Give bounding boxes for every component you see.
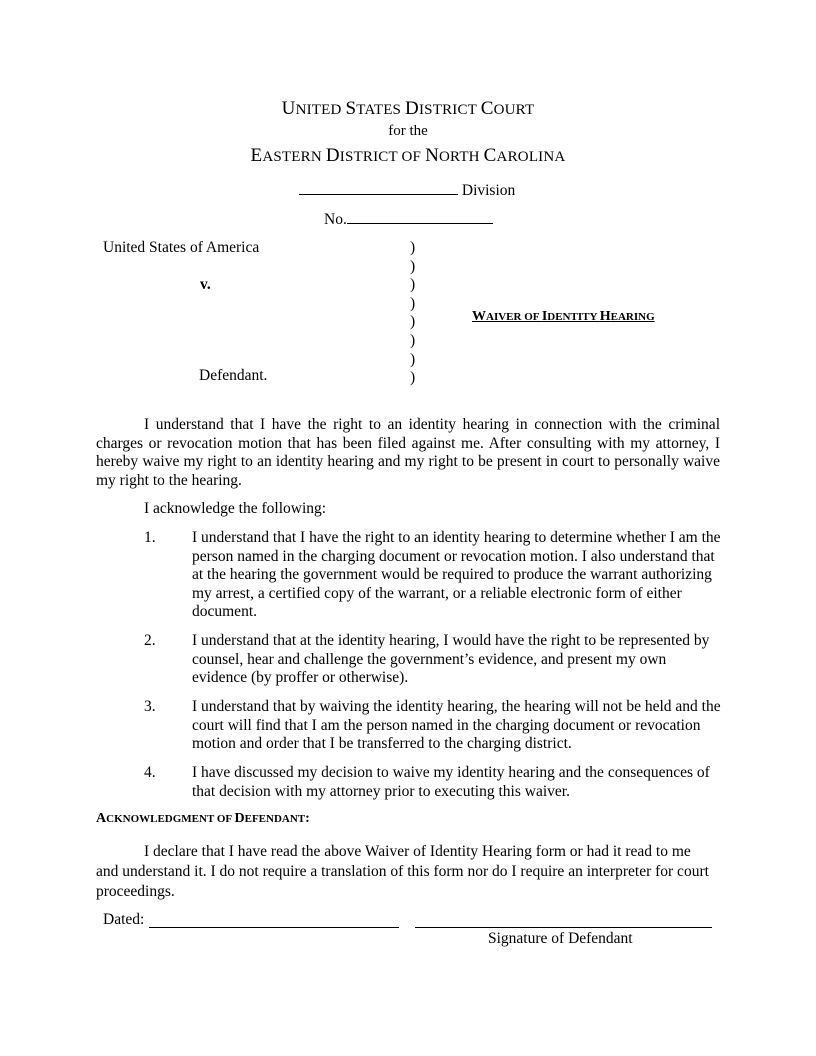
paren: ) <box>410 276 416 294</box>
acknowledge-intro: I acknowledge the following: <box>144 500 327 517</box>
paren: ) <box>410 369 416 387</box>
division-blank[interactable] <box>299 180 458 195</box>
item-text: I understand that I have the right to an identity hearing to determine whether I am the person named in the charging document or revocation motion. I also understand that at the hearing the government would be required to produce the warrant authorizing my arrest, a certified copy of the warrant, or a reliable electronic form of either document. <box>192 529 721 621</box>
case-number-label: No. <box>324 211 347 228</box>
item-text: I understand that at the identity hearing, I would have the right to be represented by counsel, hear and challenge the government’s evidence, and present my own evidence (by proffer or otherwise). <box>192 632 710 687</box>
caption-parentheses <box>410 239 415 388</box>
paren: ) <box>410 313 416 331</box>
date-line[interactable] <box>149 927 399 928</box>
acknowledgment-paragraph: I declare that I have read the above Waiver of Identity Hearing form or had it read to me and understand it. I do not require a translation of this form nor do I require an interpreter for court proceedings. <box>96 843 709 900</box>
item-number: 4. <box>144 764 156 781</box>
division-label: Division <box>461 182 516 199</box>
signature-line[interactable] <box>415 927 712 928</box>
paren: ) <box>410 350 416 368</box>
defendant-label: Defendant. <box>199 367 268 384</box>
paren: ) <box>410 294 416 312</box>
case-number-field <box>324 209 493 229</box>
item-number: 3. <box>144 698 156 715</box>
item-number: 1. <box>144 529 156 546</box>
paren: ) <box>410 331 416 349</box>
for-the-text: for the <box>388 123 428 139</box>
item-text: I have discussed my decision to waive my identity hearing and the consequences of that decision with my attorney prior to executing this waiver. <box>192 764 710 800</box>
plaintiff-name: United States of America <box>103 239 260 256</box>
acknowledgment-heading: ACKNOWLEDGMENT OF DEFENDANT: <box>96 811 310 826</box>
division-field <box>299 180 515 200</box>
case-number-blank[interactable] <box>347 209 493 224</box>
intro-paragraph: I understand that I have the right to an identity hearing in connection with the criminal charges or revocation motion that has been filed against me. After consulting with my attorney, I hereby waive my right to an identity hearing and my right to be present in court to personally waive my right to the hearing. <box>96 416 720 489</box>
item-text: I understand that by waiving the identity hearing, the hearing will not be held and the court will find that I am the person named in the charging document or revocation motion and order that I be transferred to the charging district. <box>192 698 721 753</box>
signature-label: Signature of Defendant <box>488 930 633 947</box>
paren: ) <box>410 257 416 275</box>
paren: ) <box>410 239 416 256</box>
document-title: WAIVER OF IDENTITY HEARING <box>472 309 655 324</box>
court-name: UNITED STATES DISTRICT COURT <box>281 98 535 119</box>
dated-label: Dated: <box>103 911 145 928</box>
item-number: 2. <box>144 632 156 649</box>
versus-label: v. <box>200 276 211 293</box>
district-name: EASTERN DISTRICT OF NORTH CAROLINA <box>250 145 566 166</box>
